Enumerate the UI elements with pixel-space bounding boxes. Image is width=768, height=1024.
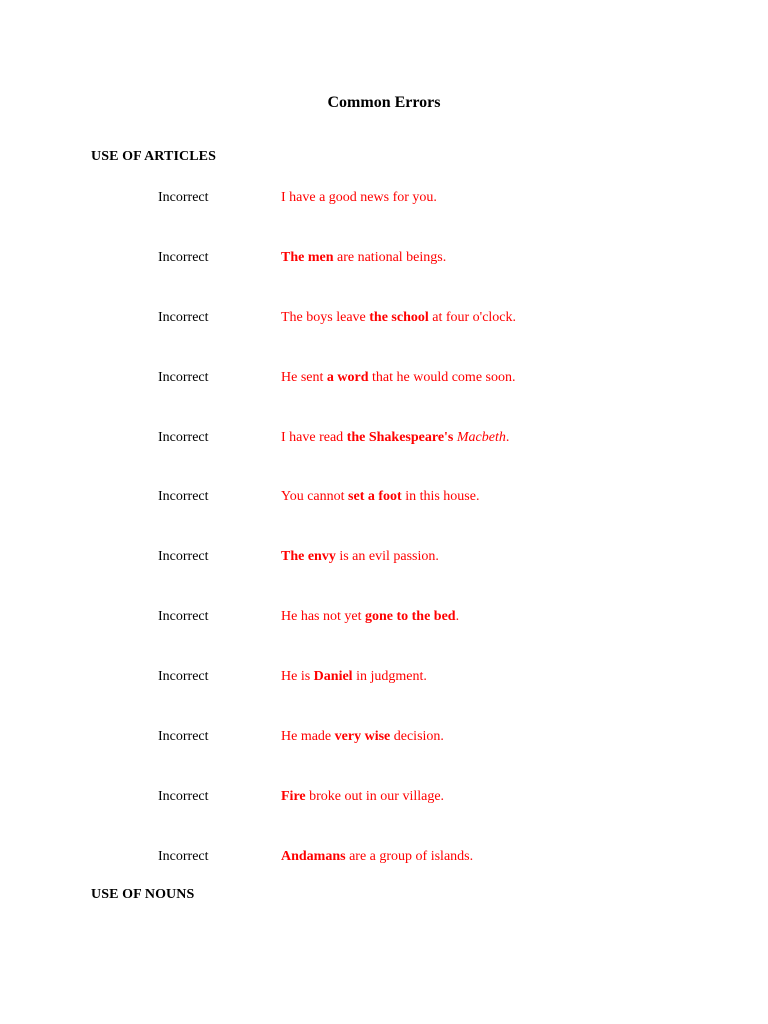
sentence-text: The boys leave [281,309,370,325]
error-highlight: The men [281,249,334,265]
section-heading-articles: USE OF ARTICLES [91,149,216,164]
error-highlight: Daniel [313,669,353,685]
incorrect-label: Incorrect [158,669,209,685]
error-list [0,190,768,909]
sentence-text: at four o'clock. [428,309,517,325]
sentence-text: is an evil passion. [335,549,439,565]
incorrect-sentence [281,549,439,565]
incorrect-sentence [281,609,459,625]
sentence-text: are a group of islands. [345,848,474,864]
error-highlight: set a foot [348,489,402,505]
incorrect-label: Incorrect [158,309,209,325]
sentence-text: broke out in our village. [305,788,445,804]
incorrect-label: Incorrect [158,369,209,385]
error-highlight: Andamans [281,848,346,864]
sentence-text: decision. [390,729,444,745]
error-highlight: The envy [281,549,336,565]
error-highlight: the Shakespeare's [346,429,454,445]
sentence-text: You cannot [281,489,349,505]
incorrect-label: Incorrect [158,729,209,745]
error-row [0,789,768,849]
error-row [0,370,768,430]
sentence-text: in this house. [401,489,480,505]
error-row [0,250,768,310]
incorrect-sentence [281,430,509,446]
error-highlight: a word [326,369,369,385]
incorrect-label: Incorrect [158,489,209,505]
error-highlight: very wise [334,729,391,745]
sentence-text: in judgment. [352,669,427,685]
incorrect-sentence [281,310,516,326]
error-highlight: gone to the bed [364,609,456,625]
sentence-text: . [455,609,460,625]
incorrect-label: Incorrect [158,190,209,205]
sentence-text: I have a good news for you. [281,190,437,205]
sentence-text: He has not yet [281,609,365,625]
sentence-text: I have read [281,429,347,445]
sentence-text: He is [281,669,314,685]
error-row [0,310,768,370]
section-heading-nouns: USE OF NOUNS [91,887,195,902]
error-row [0,549,768,609]
page-title: Common Errors [327,94,441,111]
incorrect-label: Incorrect [158,549,209,565]
incorrect-sentence [281,849,473,865]
incorrect-label: Incorrect [158,249,209,265]
sentence-text: He sent [281,369,327,385]
sentence-text: . [505,429,510,445]
incorrect-sentence [281,729,444,745]
incorrect-label: Incorrect [158,788,209,804]
incorrect-label: Incorrect [158,429,209,445]
sentence-text: He made [281,729,335,745]
sentence-text: that he would come soon. [368,369,516,385]
error-row [0,489,768,549]
error-row [0,729,768,789]
incorrect-sentence [281,489,479,505]
incorrect-sentence [281,190,437,206]
italic-title: Macbeth [456,429,506,445]
incorrect-label: Incorrect [158,609,209,625]
error-highlight: the school [369,309,429,325]
error-row [0,609,768,669]
sentence-text: are national beings. [333,249,447,265]
error-highlight: Fire [281,788,306,804]
incorrect-label: Incorrect [158,848,209,864]
error-row [0,669,768,729]
incorrect-sentence [281,789,444,805]
incorrect-sentence [281,250,446,266]
incorrect-sentence [281,669,427,685]
incorrect-sentence [281,370,516,386]
error-row [0,430,768,490]
error-row [0,190,768,250]
